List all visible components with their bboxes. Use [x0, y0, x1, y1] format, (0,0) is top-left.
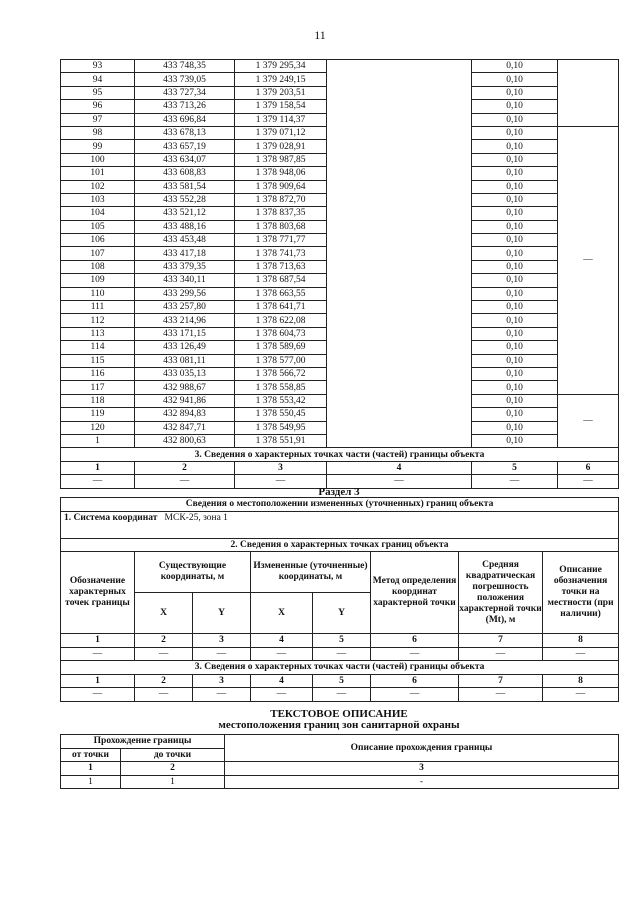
point-x: 433 657,19: [135, 140, 235, 153]
point-y: 1 378 987,85: [235, 153, 327, 166]
point-accuracy: 0,10: [472, 113, 558, 126]
point-accuracy: 0,10: [472, 220, 558, 233]
col-num: 1: [61, 762, 121, 776]
dash-cell: —: [61, 647, 135, 661]
point-accuracy: 0,10: [472, 153, 558, 166]
dash-cell: —: [371, 688, 459, 702]
point-x: 432 800,63: [135, 434, 235, 447]
point-y: 1 378 909,64: [235, 180, 327, 193]
point-accuracy: 0,10: [472, 260, 558, 273]
point-accuracy: 0,10: [472, 126, 558, 139]
point-y: 1 378 558,85: [235, 381, 327, 394]
point-x: 433 299,56: [135, 287, 235, 300]
dash-cell: —: [327, 475, 472, 488]
point-accuracy: 0,10: [472, 86, 558, 99]
desc-dash: —: [558, 126, 619, 394]
point-number: 104: [61, 207, 135, 220]
point-x: 433 035,13: [135, 367, 235, 380]
point-y: 1 379 071,12: [235, 126, 327, 139]
point-y: 1 378 872,70: [235, 193, 327, 206]
h-from: от точки: [61, 748, 121, 762]
point-x: 433 581,54: [135, 180, 235, 193]
point-number: 93: [61, 60, 135, 73]
point-x: 433 552,28: [135, 193, 235, 206]
point-number: 106: [61, 234, 135, 247]
h-existing: Существующие координаты, м: [135, 552, 251, 593]
point-y: 1 378 553,42: [235, 394, 327, 407]
dash-cell: —: [472, 475, 558, 488]
point-accuracy: 0,10: [472, 207, 558, 220]
dash-cell: —: [371, 647, 459, 661]
point-x: 432 941,86: [135, 394, 235, 407]
point-number: 118: [61, 394, 135, 407]
point-x: 433 748,35: [135, 60, 235, 73]
point-number: 108: [61, 260, 135, 273]
point-y: 1 379 203,51: [235, 86, 327, 99]
point-y: 1 379 295,34: [235, 60, 327, 73]
point-number: 107: [61, 247, 135, 260]
point-number: 114: [61, 341, 135, 354]
section3-subtitle: Сведения о местоположении измененных (уточненных) границ объекта: [61, 498, 619, 512]
point-x: 433 634,07: [135, 153, 235, 166]
h-y-existing: Y: [193, 593, 251, 634]
col-num: 6: [558, 461, 619, 474]
dash-cell: —: [193, 688, 251, 702]
dash-cell: —: [251, 688, 313, 702]
point-y: 1 378 566,72: [235, 367, 327, 380]
col-num: 5: [313, 634, 371, 648]
col-num: 8: [543, 634, 619, 648]
col-num: 3: [235, 461, 327, 474]
point-y: 1 378 549,95: [235, 421, 327, 434]
point-number: 117: [61, 381, 135, 394]
point-x: 433 608,83: [135, 167, 235, 180]
point-y: 1 379 158,54: [235, 100, 327, 113]
dash-cell: —: [61, 475, 135, 488]
point-x: 433 727,34: [135, 86, 235, 99]
point-x: 433 678,13: [135, 126, 235, 139]
col-num: 3: [225, 762, 619, 776]
section3-part-title: 3. Сведения о характерных точках части (частей) границы объекта: [61, 661, 619, 675]
point-x: 433 340,11: [135, 274, 235, 287]
dash-cell: —: [313, 688, 371, 702]
point-y: 1 378 687,54: [235, 274, 327, 287]
col-num: 1: [61, 674, 135, 688]
dash-cell: —: [135, 475, 235, 488]
h-designation: Обозначение характерных точек границы: [61, 552, 135, 634]
point-y: 1 379 114,37: [235, 113, 327, 126]
points-table: [60, 59, 619, 489]
point-accuracy: 0,10: [472, 193, 558, 206]
point-x: 433 713,26: [135, 100, 235, 113]
point-number: 100: [61, 153, 135, 166]
point-x: 433 417,18: [135, 247, 235, 260]
point-y: 1 378 577,00: [235, 354, 327, 367]
desc-dash: —: [558, 394, 619, 448]
point-accuracy: 0,10: [472, 354, 558, 367]
col-num: 4: [251, 634, 313, 648]
point-x: 433 521,12: [135, 207, 235, 220]
col-num: 4: [327, 461, 472, 474]
point-x: 433 171,15: [135, 327, 235, 340]
h-method: Метод определения координат характерной точки: [371, 552, 459, 634]
point-y: 1 378 641,71: [235, 301, 327, 314]
page-number: 11: [314, 28, 326, 42]
point-accuracy: 0,10: [472, 421, 558, 434]
h-accuracy: Средняя квадратическая погрешность положения характерной точки (Mt), м: [459, 552, 543, 634]
point-x: 432 847,71: [135, 421, 235, 434]
h-x-existing: X: [135, 593, 193, 634]
h-passage: Прохождение границы: [61, 735, 225, 749]
point-number: 1: [61, 434, 135, 447]
point-number: 97: [61, 113, 135, 126]
col-num: 2: [135, 674, 193, 688]
point-y: 1 378 604,73: [235, 327, 327, 340]
col-num: 2: [135, 461, 235, 474]
point-number: 113: [61, 327, 135, 340]
row-to: 1: [121, 775, 225, 789]
point-number: 115: [61, 354, 135, 367]
row-desc: -: [225, 775, 619, 789]
point-x: 433 453,48: [135, 234, 235, 247]
point-accuracy: 0,10: [472, 140, 558, 153]
point-x: 433 081,11: [135, 354, 235, 367]
point-y: 1 378 622,08: [235, 314, 327, 327]
point-accuracy: 0,10: [472, 367, 558, 380]
dash-cell: —: [251, 647, 313, 661]
h-to: до точки: [121, 748, 225, 762]
point-accuracy: 0,10: [472, 408, 558, 421]
points-title: 2. Сведения о характерных точках границ объекта: [61, 538, 619, 552]
col-num: 3: [193, 634, 251, 648]
point-x: 433 126,49: [135, 341, 235, 354]
h-changed: Измененные (уточненные) координаты, м: [251, 552, 371, 593]
desc-blank: [558, 60, 619, 127]
point-y: 1 379 028,91: [235, 140, 327, 153]
point-x: 433 379,35: [135, 260, 235, 273]
point-row: [61, 60, 619, 73]
point-accuracy: 0,10: [472, 287, 558, 300]
point-accuracy: 0,10: [472, 100, 558, 113]
h-x-changed: X: [251, 593, 313, 634]
point-accuracy: 0,10: [472, 394, 558, 407]
point-y: 1 378 550,45: [235, 408, 327, 421]
col-num: 6: [371, 634, 459, 648]
point-number: 119: [61, 408, 135, 421]
point-accuracy: 0,10: [472, 327, 558, 340]
point-x: 433 696,84: [135, 113, 235, 126]
h-passage-desc: Описание прохождения границы: [225, 735, 619, 762]
dash-cell: —: [459, 647, 543, 661]
point-accuracy: 0,10: [472, 167, 558, 180]
point-y: 1 378 771,77: [235, 234, 327, 247]
dash-cell: —: [459, 688, 543, 702]
col-num: 2: [121, 762, 225, 776]
point-number: 112: [61, 314, 135, 327]
point-x: 432 988,67: [135, 381, 235, 394]
point-y: 1 378 551,91: [235, 434, 327, 447]
point-y: 1 379 249,15: [235, 73, 327, 86]
point-number: 98: [61, 126, 135, 139]
point-y: 1 378 803,68: [235, 220, 327, 233]
point-accuracy: 0,10: [472, 301, 558, 314]
h-description: Описание обозначения точки на местности (при наличии): [543, 552, 619, 634]
col-num: 1: [61, 461, 135, 474]
dash-cell: —: [135, 688, 193, 702]
col-num: 8: [543, 674, 619, 688]
point-number: 105: [61, 220, 135, 233]
point-number: 109: [61, 274, 135, 287]
col-num: 5: [472, 461, 558, 474]
col-num: 5: [313, 674, 371, 688]
section3-table: [60, 497, 619, 702]
method-blank: [327, 60, 472, 448]
dash-cell: —: [558, 475, 619, 488]
h-y-changed: Y: [313, 593, 371, 634]
point-y: 1 378 713,63: [235, 260, 327, 273]
col-num: 7: [459, 674, 543, 688]
point-x: 432 894,83: [135, 408, 235, 421]
dash-cell: —: [193, 647, 251, 661]
col-num: 2: [135, 634, 193, 648]
point-accuracy: 0,10: [472, 247, 558, 260]
point-number: 111: [61, 301, 135, 314]
point-accuracy: 0,10: [472, 73, 558, 86]
text-desc-subtitle: местоположения границ зон санитарной охраны: [218, 719, 460, 731]
text-desc-table: [60, 734, 619, 789]
col-num: 7: [459, 634, 543, 648]
point-y: 1 378 589,69: [235, 341, 327, 354]
dash-cell: —: [543, 688, 619, 702]
point-number: 99: [61, 140, 135, 153]
coord-system-label: 1. Система координат: [64, 512, 158, 523]
point-accuracy: 0,10: [472, 341, 558, 354]
text-desc-title: ТЕКСТОВОЕ ОПИСАНИЕ: [270, 708, 408, 720]
col-num: 4: [251, 674, 313, 688]
point-x: 433 257,80: [135, 301, 235, 314]
point-number: 103: [61, 193, 135, 206]
point-y: 1 378 741,73: [235, 247, 327, 260]
dash-cell: —: [61, 688, 135, 702]
point-accuracy: 0,10: [472, 234, 558, 247]
dash-cell: —: [313, 647, 371, 661]
point-number: 120: [61, 421, 135, 434]
part-points-title: 3. Сведения о характерных точках части (частей) границы объекта: [61, 448, 619, 461]
section3-title: Раздел 3: [318, 486, 360, 498]
point-number: 94: [61, 73, 135, 86]
point-accuracy: 0,10: [472, 60, 558, 73]
dash-cell: —: [135, 647, 193, 661]
col-num: 3: [193, 674, 251, 688]
col-num: 1: [61, 634, 135, 648]
col-num: 6: [371, 674, 459, 688]
point-number: 96: [61, 100, 135, 113]
point-accuracy: 0,10: [472, 180, 558, 193]
point-y: 1 378 837,35: [235, 207, 327, 220]
point-x: 433 488,16: [135, 220, 235, 233]
point-number: 110: [61, 287, 135, 300]
dash-cell: —: [235, 475, 327, 488]
point-number: 102: [61, 180, 135, 193]
point-x: 433 739,05: [135, 73, 235, 86]
point-accuracy: 0,10: [472, 314, 558, 327]
point-number: 101: [61, 167, 135, 180]
dash-cell: —: [543, 647, 619, 661]
point-y: 1 378 948,06: [235, 167, 327, 180]
point-accuracy: 0,10: [472, 381, 558, 394]
point-x: 433 214,96: [135, 314, 235, 327]
point-accuracy: 0,10: [472, 434, 558, 447]
point-y: 1 378 663,55: [235, 287, 327, 300]
row-from: 1: [61, 775, 121, 789]
point-number: 116: [61, 367, 135, 380]
point-number: 95: [61, 86, 135, 99]
coord-system-value: МСК-25, зона 1: [164, 512, 228, 523]
point-accuracy: 0,10: [472, 274, 558, 287]
